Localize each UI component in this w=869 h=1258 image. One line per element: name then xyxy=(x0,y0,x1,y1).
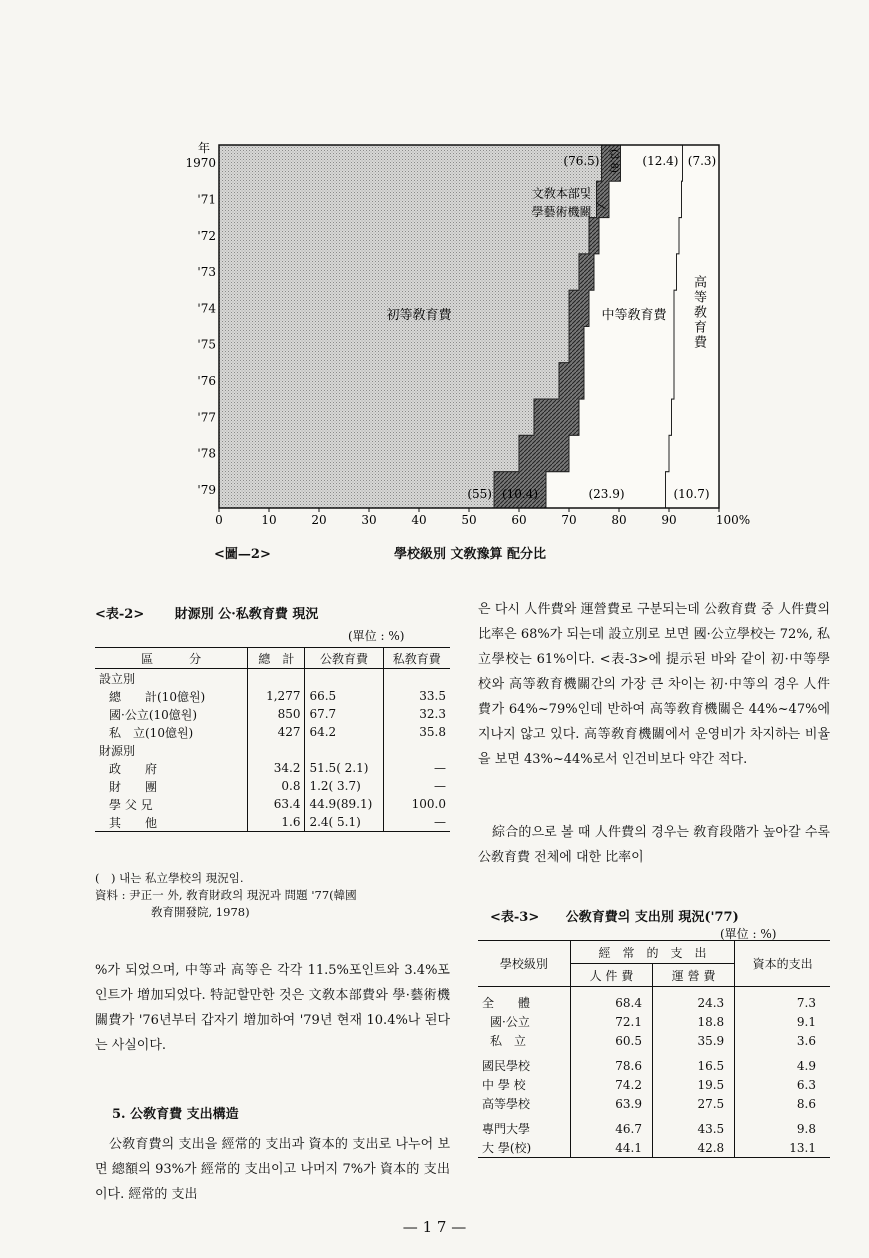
annotation-1970: (3.8) xyxy=(608,149,619,173)
table-row: 私 立 60.5 35.9 3.6 xyxy=(478,1031,830,1050)
y-tick-label: '74 xyxy=(197,301,216,316)
region-label-higher: 育 xyxy=(693,320,708,336)
x-tick-label: 10 xyxy=(261,513,277,527)
region-label-admin: 文敎本部및 xyxy=(531,186,592,201)
table-header-cell: 公敎育費 xyxy=(305,648,383,669)
stacked-area-chart xyxy=(0,0,869,600)
table2-title: 財源別 公·私敎育費 現況 xyxy=(174,607,319,622)
table-header-cell: 私敎育費 xyxy=(383,648,450,669)
table2-number: <表-2> xyxy=(95,607,145,622)
table-row: 其 他 1.6 2.4( 5.1) — xyxy=(95,813,450,832)
region-label-higher: 高 xyxy=(693,275,708,291)
y-tick-label: '76 xyxy=(197,373,216,388)
region-label-primary: 初等敎育費 xyxy=(386,308,452,324)
table-row: 私 立(10億원) 427 64.2 35.8 xyxy=(95,723,450,741)
y-tick-label: '75 xyxy=(197,337,216,352)
table2 xyxy=(95,647,450,832)
table3-unit: (單位 : %) xyxy=(720,927,777,941)
table2-source-cont: 敎育開發院, 1978) xyxy=(151,905,250,919)
x-tick-label: 30 xyxy=(361,513,377,527)
table-row: 政 府 34.2 51.5( 2.1) — xyxy=(95,759,450,777)
y-tick-label: '78 xyxy=(197,446,216,461)
table-row: 大 學(校) 44.1 42.8 13.1 xyxy=(478,1138,830,1158)
page-number: — 1 7 — xyxy=(402,1218,467,1236)
table-header-cell: 資本的支出 xyxy=(735,941,830,987)
table3-heading xyxy=(490,906,739,925)
group-label: 設立別 xyxy=(95,669,248,688)
table-row: 國·公立 72.1 18.8 9.1 xyxy=(478,1012,830,1031)
table2-unit: (單位 : %) xyxy=(348,629,405,643)
table3-title: 公敎育費의 支出別 現況('77) xyxy=(565,910,739,925)
table2-notes xyxy=(95,870,357,921)
table-group-row xyxy=(95,741,450,759)
x-tick-label: 40 xyxy=(411,513,427,527)
table-header-row xyxy=(478,941,830,964)
table-row: 總 計(10億원) 1,277 66.5 33.5 xyxy=(95,687,450,705)
table-header-cell: 總 計 xyxy=(248,648,305,669)
table2-source: 資料 : 尹正一 外, 敎育財政의 現況과 問題 '77(韓國 xyxy=(95,888,357,902)
figure-title: 學校級別 文敎豫算 配分比 xyxy=(394,547,547,562)
annotation-1979: (10.7) xyxy=(673,487,710,501)
table-row: 高等學校 63.9 27.5 8.6 xyxy=(478,1094,830,1113)
table2-note: ( ) 내는 私立學校의 現況임. xyxy=(95,871,244,885)
region-label-middle: 中等敎育費 xyxy=(601,308,667,324)
table-header-row xyxy=(95,648,450,669)
body-paragraph: 公敎育費의 支出을 經常的 支出과 資本的 支出로 나누어 보면 總額의 93%가 經常的 支出이고 나머지 7%가 資本的 支出이다. 經常的 支出 xyxy=(95,1137,450,1202)
x-tick-label: 90 xyxy=(661,513,677,527)
y-tick-label: '77 xyxy=(197,410,216,425)
y-axis-label: 年 xyxy=(198,141,211,155)
region-label-higher: 敎 xyxy=(693,305,708,321)
table-group-row xyxy=(95,669,450,688)
y-tick-label: '71 xyxy=(197,192,216,207)
chart-svg xyxy=(0,0,869,600)
x-tick-label: 0 xyxy=(215,513,223,527)
table-row: 全 體 68.4 24.3 7.3 xyxy=(478,987,830,1013)
annotation-1979: (10.4) xyxy=(501,487,539,501)
x-tick-label: 20 xyxy=(311,513,327,527)
table-header-cell: 運 營 費 xyxy=(653,964,735,987)
annotation-1970: (12.4) xyxy=(642,154,679,168)
annotation-1970: (7.3) xyxy=(687,154,717,168)
table-header-cell: 學校級別 xyxy=(478,941,570,987)
table-header-cell: 區 分 xyxy=(95,648,248,669)
figure-number: <圖—2> xyxy=(214,547,271,562)
table-header-cell: 人 件 費 xyxy=(570,964,652,987)
table3-number: <表-3> xyxy=(490,910,540,925)
table-row: 國民學校 78.6 16.5 4.9 xyxy=(478,1050,830,1075)
x-tick-label: 50 xyxy=(461,513,477,527)
table2-heading xyxy=(95,603,318,622)
body-paragraph: %가 되었으며, 中等과 高等은 각각 11.5%포인트와 3.4%포인트가 增加되었다. 特記할만한 것은 文敎本部費와 學·藝術機關費가 '76년부터 갑자기 增加하여 '79년 현재 10.4%나 된다는 사실이다. xyxy=(95,963,450,1053)
x-tick-label: 70 xyxy=(561,513,577,527)
y-tick-label: '72 xyxy=(197,228,216,243)
region-label-higher: 費 xyxy=(693,335,708,351)
table-row: 國·公立(10億원) 850 67.7 32.3 xyxy=(95,705,450,723)
region-label-admin: 學藝術機關 xyxy=(531,204,592,219)
y-tick-label: '79 xyxy=(197,482,216,497)
table-row: 學 父 兄 63.4 44.9(89.1) 100.0 xyxy=(95,795,450,813)
annotation-1970: (76.5) xyxy=(563,154,600,168)
table-row: 財 團 0.8 1.2( 3.7) — xyxy=(95,777,450,795)
x-tick-label: 60 xyxy=(511,513,527,527)
table-row: 專門大學 46.7 43.5 9.8 xyxy=(478,1113,830,1138)
section-heading: 5. 公敎育費 支出構造 xyxy=(112,1107,239,1122)
table3 xyxy=(478,940,830,1158)
region-label-higher: 等 xyxy=(693,290,708,306)
annotation-1979: (55) xyxy=(467,487,492,501)
table-header-cell: 經 常 的 支 出 xyxy=(570,941,734,964)
body-paragraph: 은 다시 人件費와 運營費로 구분되는데 公敎育費 중 人件費의 比率은 68%가 되는데 設立別로 보면 國·公立學校는 72%, 私立學校는 61%이다. <表-3>에 提示된 바와 같이 初·中等學校와 高等敎育機關간의 가장 큰 차이는 初·中等의 경우 人件費가 64%~79%인데 반하여 高等敎育機關은 44%~47%에 지나지 않고 있다. 高等敎育機關에서 운영비가 차지하는 비율을 보면 43%~44%로서 인건비보다 약간 적다. xyxy=(478,602,830,767)
annotation-1979: (23.9) xyxy=(588,487,625,501)
y-tick-label: 1970 xyxy=(185,156,216,171)
group-label: 財源別 xyxy=(95,741,248,759)
table-row: 中 學 校 74.2 19.5 6.3 xyxy=(478,1075,830,1094)
x-tick-label: 80 xyxy=(611,513,627,527)
body-paragraph: 綜合的으로 볼 때 人件費의 경우는 敎育段階가 높아갈 수록 公敎育費 전체에 대한 比率이 xyxy=(478,825,830,865)
x-tick-label: 100% xyxy=(715,513,751,527)
y-tick-label: '73 xyxy=(197,265,216,280)
